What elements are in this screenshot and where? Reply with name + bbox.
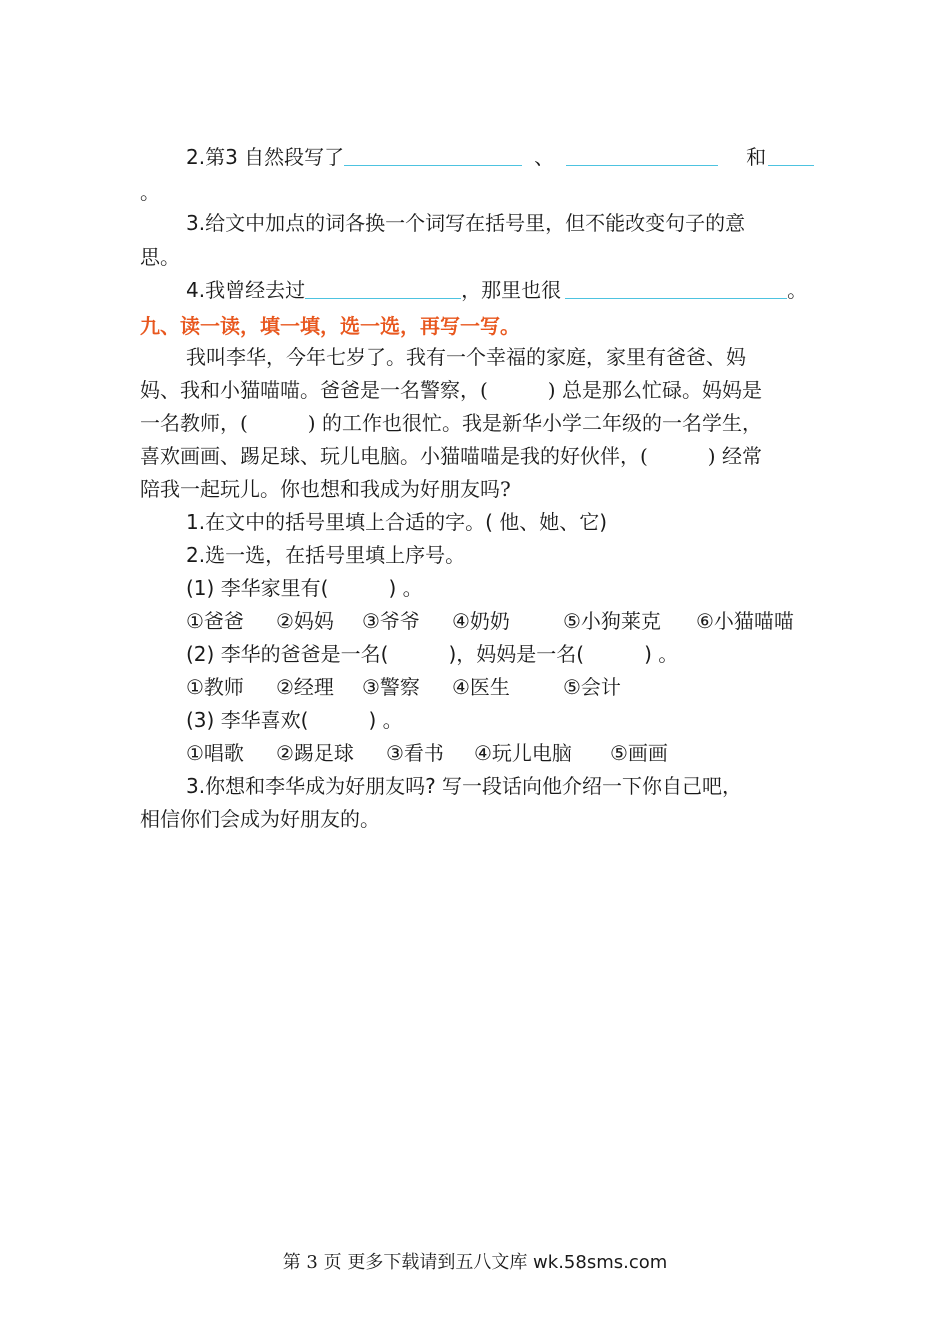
passage-line-3: 一名教师，( ) 的工作也很忙。我是新华小学二年级的一名学生，: [140, 411, 762, 435]
options-row-3: [186, 741, 668, 765]
footer-site-link[interactable]: wk.58sms.com: [533, 1252, 668, 1273]
passage-line-4: 喜欢画画、踢足球、玩儿电脑。小猫喵喵是我的好伙伴，( ) 经常: [140, 444, 762, 468]
passage-line-5: 陪我一起玩儿。你也想和我成为好朋友吗?: [140, 477, 511, 501]
option[interactable]: ⑤小狗莱克: [563, 609, 661, 633]
option[interactable]: ③爷爷: [362, 609, 420, 633]
option[interactable]: ①爸爸: [186, 609, 244, 633]
sub-question-3-line2: 相信你们会成为好朋友的。: [140, 807, 380, 831]
answer-blank[interactable]: [565, 278, 787, 299]
answer-blank[interactable]: [768, 145, 814, 166]
options-row-2: [186, 675, 621, 699]
option[interactable]: ③看书: [386, 741, 444, 765]
answer-blank[interactable]: [344, 145, 522, 166]
option[interactable]: ③警察: [362, 675, 420, 699]
question-2-end: 。: [140, 180, 160, 204]
separator: 、: [534, 145, 555, 169]
option[interactable]: ①教师: [186, 675, 244, 699]
connector-text: 和: [746, 145, 767, 169]
sub-question-2-3: (3) 李华喜欢( ) 。: [186, 708, 403, 732]
passage-line-1: 我叫李华，今年七岁了。我有一个幸福的家庭，家里有爸爸、妈: [186, 345, 746, 369]
option[interactable]: ②妈妈: [276, 609, 334, 633]
question-4-line: [186, 278, 807, 302]
page-footer: [0, 1251, 950, 1275]
footer-page-text: 第 3 页 更多下载请到五八文库: [282, 1252, 534, 1273]
passage-line-2: 妈、我和小猫喵喵。爸爸是一名警察，( ) 总是那么忙碌。妈妈是: [140, 378, 762, 402]
option[interactable]: ②经理: [276, 675, 334, 699]
sub-question-2: 2.选一选，在括号里填上序号。: [186, 543, 466, 567]
question-2-line: [186, 145, 814, 169]
question-4-end: 。: [787, 278, 808, 302]
option[interactable]: ④医生: [452, 675, 510, 699]
sub-question-2-2: (2) 李华的爸爸是一名( )，妈妈是一名( ) 。: [186, 642, 679, 666]
options-row-1: [186, 609, 794, 633]
sub-question-1: 1.在文中的括号里填上合适的字。( 他、她、它): [186, 510, 608, 534]
option[interactable]: ⑤会计: [563, 675, 621, 699]
answer-blank[interactable]: [305, 278, 461, 299]
question-2-prefix: 2.第3 自然段写了: [186, 145, 345, 169]
option[interactable]: ⑥小猫喵喵: [696, 609, 794, 633]
question-3-line2: 思。: [140, 245, 180, 269]
sub-question-3-line1: 3.你想和李华成为好朋友吗? 写一段话向他介绍一下你自己吧，: [186, 774, 743, 798]
answer-blank[interactable]: [566, 145, 718, 166]
question-4-mid: ，那里也很: [461, 278, 562, 302]
sub-question-2-1: (1) 李华家里有( ) 。: [186, 576, 423, 600]
question-4-prefix: 4.我曾经去过: [186, 278, 306, 302]
option[interactable]: ①唱歌: [186, 741, 244, 765]
option[interactable]: ⑤画画: [610, 741, 668, 765]
option[interactable]: ②踢足球: [276, 741, 354, 765]
section-9-title: 九、读一读，填一填，选一选，再写一写。: [140, 314, 520, 338]
option[interactable]: ④奶奶: [452, 609, 510, 633]
option[interactable]: ④玩儿电脑: [474, 741, 572, 765]
question-3-line1: 3.给文中加点的词各换一个词写在括号里，但不能改变句子的意: [186, 211, 746, 235]
